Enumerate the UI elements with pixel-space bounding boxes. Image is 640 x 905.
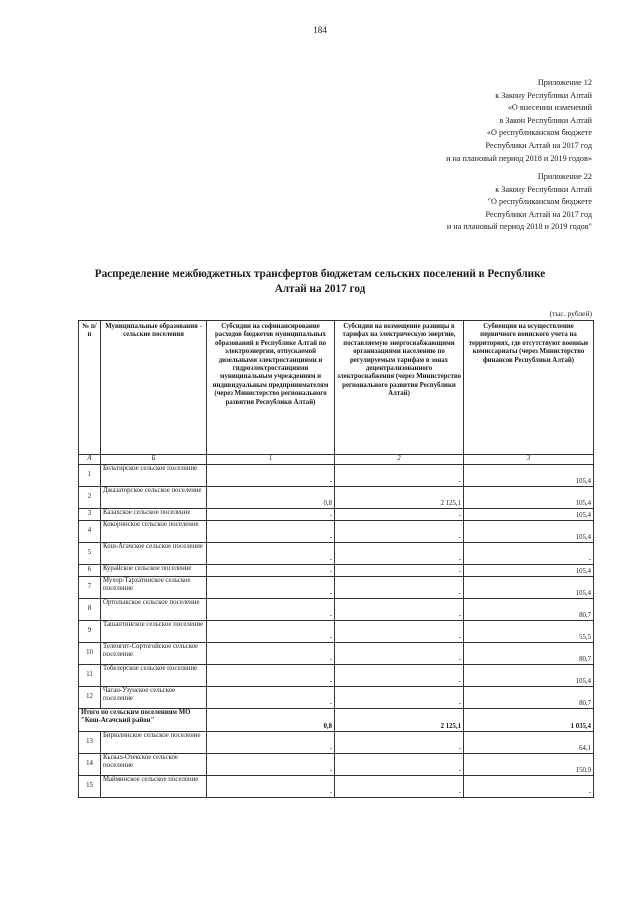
subsidy-tariff-cell: -	[335, 621, 464, 643]
subsidy-tariff-cell: -	[335, 509, 464, 521]
subsidy-tariff-cell: -	[335, 599, 464, 621]
annex-line: Республики Алтай на 2017 год	[485, 140, 592, 150]
subsidy-diesel-cell: -	[207, 732, 335, 754]
subsidy-tariff-cell: -	[335, 465, 464, 487]
table-row	[79, 732, 594, 754]
units-label: (тыс. рублей)	[549, 309, 592, 318]
subsidy-diesel-cell: -	[207, 599, 335, 621]
municipality-name-cell: Курайское сельское поселение	[101, 565, 207, 577]
municipality-name-cell: Бельтирское сельское поселение	[101, 465, 207, 487]
index-cell: 3	[464, 455, 594, 465]
annex-line: «О внесении изменений	[507, 103, 592, 113]
table-row	[79, 599, 594, 621]
municipality-name-cell: Тобелерское сельское поселение	[101, 665, 207, 687]
row-number-cell: 4	[79, 521, 101, 543]
row-number-cell: 9	[79, 621, 101, 643]
municipality-name-cell: Чаган-Узунское сельское поселение	[101, 687, 207, 709]
subvention-military-cell: -	[464, 543, 594, 565]
municipality-name-cell: Казахское сельское поселение	[101, 509, 207, 521]
municipality-name-cell: Ортолыкское сельское поселение	[101, 599, 207, 621]
subsidy-diesel-cell: -	[207, 543, 335, 565]
annex-line: Республики Алтай на 2017 год	[485, 209, 592, 219]
municipality-name-cell: Ташантинское сельское поселение	[101, 621, 207, 643]
subsidy-diesel-cell: -	[207, 621, 335, 643]
header-number: № п/п	[79, 321, 101, 455]
index-row	[79, 455, 594, 465]
index-cell: 1	[207, 455, 335, 465]
page-number: 184	[313, 25, 327, 35]
subsidy-diesel-cell: -	[207, 776, 335, 798]
total-row	[79, 709, 594, 732]
subvention-military-cell: 105,4	[464, 465, 594, 487]
subvention-military-cell: -	[464, 776, 594, 798]
municipality-name-cell: Мухор-Тархатинское сельское поселение	[101, 577, 207, 599]
municipality-name-cell: Кокоринское сельское поселение	[101, 521, 207, 543]
municipality-name-cell: Кызыл-Озекское сельское поселение	[101, 754, 207, 776]
table-row	[79, 543, 594, 565]
row-number-cell: 2	[79, 487, 101, 509]
index-cell: Б	[101, 455, 207, 465]
row-number-cell: 5	[79, 543, 101, 565]
subsidy-diesel-cell: -	[207, 577, 335, 599]
header-subsidy-tariff: Субсидии на возмещение разницы в тарифах на электрическую энергию, поставляемую энергоснабжающими организациями населению по регулируемым тарифам в зонах децентрализованного электроснабжения (через Министерство регионального развития Республики Алтай)	[335, 321, 464, 455]
subvention-military-cell: 105,4	[464, 565, 594, 577]
municipality-name-cell: Бирюлинское сельское поселение	[101, 732, 207, 754]
subsidy-tariff-cell: -	[335, 732, 464, 754]
transfers-table	[78, 320, 594, 798]
subsidy-diesel-cell: -	[207, 521, 335, 543]
total-subsidy-diesel-cell: 0,8	[207, 709, 335, 732]
subsidy-tariff-cell: -	[335, 565, 464, 577]
table-header-row	[79, 321, 594, 455]
total-subsidy-tariff-cell: 2 125,1	[335, 709, 464, 732]
index-cell: 2	[335, 455, 464, 465]
row-number-cell: 1	[79, 465, 101, 487]
row-number-cell: 6	[79, 565, 101, 577]
annex-line: и на плановый период 2018 и 2019 годов"	[446, 222, 592, 232]
table-row	[79, 509, 594, 521]
subvention-military-cell: 80,7	[464, 643, 594, 665]
row-number-cell: 7	[79, 577, 101, 599]
table-row	[79, 565, 594, 577]
subsidy-tariff-cell: -	[335, 776, 464, 798]
row-number-cell: 10	[79, 643, 101, 665]
municipality-name-cell: Кош-Агачское сельское поселение	[101, 543, 207, 565]
subvention-military-cell: 105,4	[464, 509, 594, 521]
subsidy-tariff-cell: -	[335, 643, 464, 665]
annex-line: к Закону Республики Алтай	[495, 184, 592, 194]
municipality-name-cell: Теленгит-Сортогойское сельское поселение	[101, 643, 207, 665]
subsidy-diesel-cell: -	[207, 509, 335, 521]
row-number-cell: 11	[79, 665, 101, 687]
header-subvention-military: Субвенция на осуществление первичного воинского учета на территориях, где отсутствуют военные комиссариаты (через Министерство финансов Республики Алтай)	[464, 321, 594, 455]
annex-original-block	[447, 171, 592, 234]
table-row	[79, 487, 594, 509]
header-municipality: Муниципальные образования - сельские поселения	[101, 321, 207, 455]
document-title: Распределение межбюджетных трансфертов бюджетам сельских поселений в Республике Алтай на 2017 год	[94, 268, 546, 295]
subsidy-diesel-cell: 0,8	[207, 487, 335, 509]
subsidy-tariff-cell: -	[335, 577, 464, 599]
subvention-military-cell: 55,5	[464, 621, 594, 643]
total-subvention-military-cell: 1 035,4	[464, 709, 594, 732]
subsidy-tariff-cell: -	[335, 687, 464, 709]
row-number-cell: 14	[79, 754, 101, 776]
subvention-military-cell: 80,7	[464, 599, 594, 621]
row-number-cell: 15	[79, 776, 101, 798]
subsidy-diesel-cell: -	[207, 643, 335, 665]
subsidy-tariff-cell: -	[335, 754, 464, 776]
annex-line: «О республиканском бюджете	[486, 128, 592, 138]
subsidy-tariff-cell: 2 125,1	[335, 487, 464, 509]
table-row	[79, 665, 594, 687]
annex-current-block	[446, 77, 592, 165]
index-cell: А	[79, 455, 101, 465]
subsidy-diesel-cell: -	[207, 687, 335, 709]
subsidy-diesel-cell: -	[207, 754, 335, 776]
table-row	[79, 643, 594, 665]
annex-line: Приложение 22	[537, 172, 592, 181]
table-row	[79, 621, 594, 643]
subsidy-tariff-cell: -	[335, 665, 464, 687]
table-row	[79, 521, 594, 543]
municipality-name-cell: Джазаторское сельское поселение	[101, 487, 207, 509]
table-row	[79, 687, 594, 709]
row-number-cell: 12	[79, 687, 101, 709]
subvention-military-cell: 105,4	[464, 577, 594, 599]
subvention-military-cell: 105,4	[464, 665, 594, 687]
annex-line: Приложение 12	[537, 78, 592, 87]
subsidy-tariff-cell: -	[335, 521, 464, 543]
annex-line: и на плановый период 2018 и 2019 годов»	[446, 153, 592, 163]
subvention-military-cell: 64,1	[464, 732, 594, 754]
subsidy-diesel-cell: -	[207, 665, 335, 687]
table-row	[79, 465, 594, 487]
table-row	[79, 754, 594, 776]
table-row	[79, 776, 594, 798]
header-subsidy-diesel: Субсидии на софинансирование расходов бюджетов муниципальных образований в Республике Алтай по электроэнергии, отпускаемой дизельными электростанциями и гидроэлектростанциями муниципальным учреждениям и индивидуальным предпринимателям (через Министерство регионального развития Республики Алтай)	[207, 321, 335, 455]
municipality-name-cell: Майминское сельское поселение	[101, 776, 207, 798]
row-number-cell: 8	[79, 599, 101, 621]
subsidy-diesel-cell: -	[207, 465, 335, 487]
table-body	[79, 455, 594, 798]
total-label-cell: Итого по сельским поселениям МО "Кош-Агачский район"	[79, 709, 207, 732]
annex-line: "О республиканском бюджете	[487, 197, 592, 207]
annex-line: в Закон Республики Алтай	[499, 115, 592, 125]
table-row	[79, 577, 594, 599]
row-number-cell: 13	[79, 732, 101, 754]
subsidy-diesel-cell: -	[207, 565, 335, 577]
subvention-military-cell: 105,4	[464, 521, 594, 543]
subvention-military-cell: 80,7	[464, 687, 594, 709]
subsidy-tariff-cell: -	[335, 543, 464, 565]
annex-line: к Закону Республики Алтай	[495, 90, 592, 100]
subvention-military-cell: 150,9	[464, 754, 594, 776]
row-number-cell: 3	[79, 509, 101, 521]
subvention-military-cell: 105,4	[464, 487, 594, 509]
